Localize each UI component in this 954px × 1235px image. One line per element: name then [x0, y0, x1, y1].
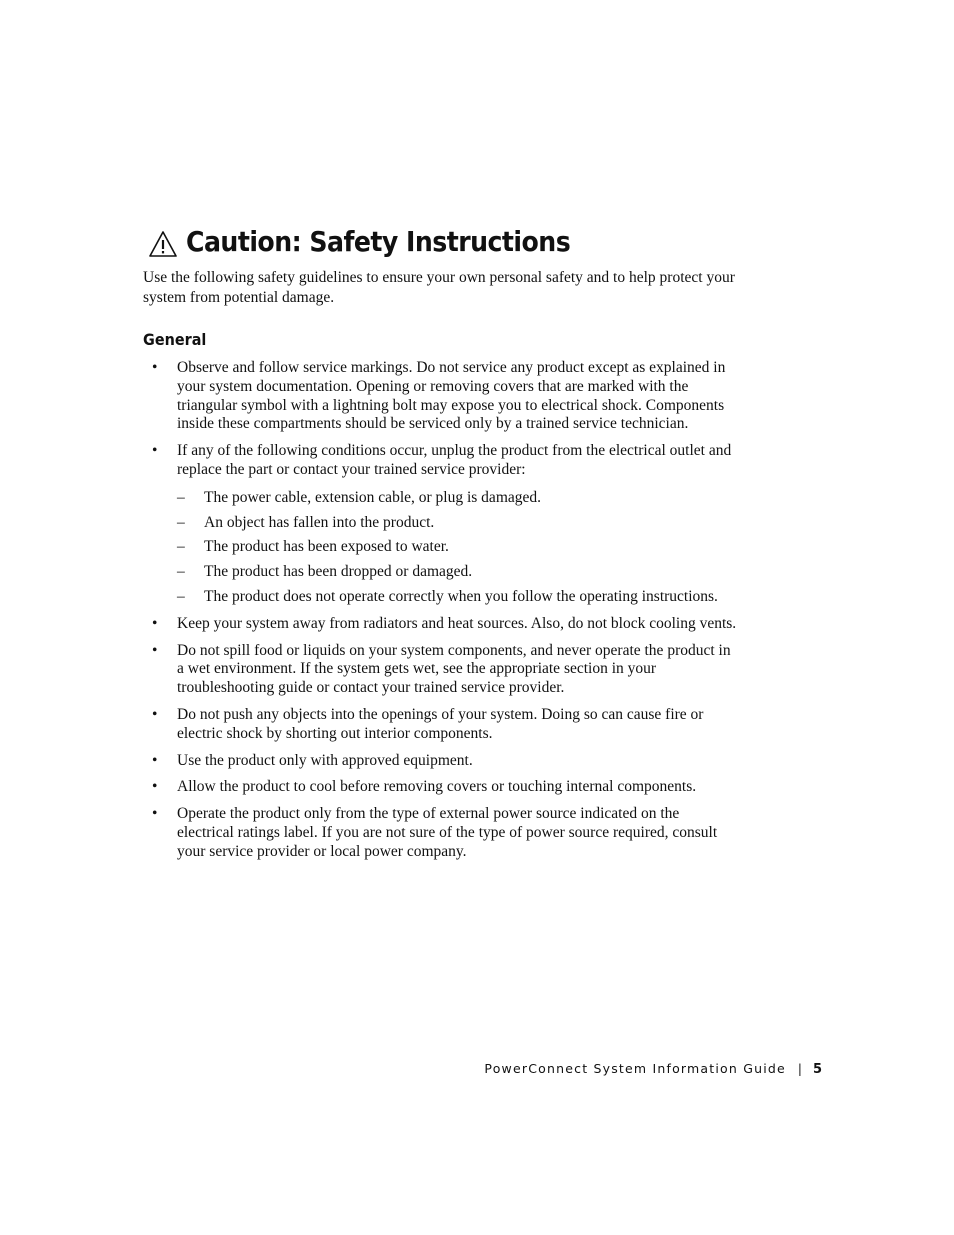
bullet-text: Observe and follow service markings. Do not service any product except as explained in your system documentation. Opening or removing covers that are marked with the triangular symbol with a lightning bolt may expose you to electrical shock. Components inside these compartments should be serviced only by a trained service technician. [177, 359, 726, 433]
list-item [177, 706, 737, 744]
page-title: Caution: Safety Instructions [186, 224, 571, 258]
sub-list-item: – The product has been dropped or damaged. [204, 563, 737, 582]
safety-bullet-list [177, 359, 737, 870]
bullet-text: Do not push any objects into the openings of your system. Doing so can cause fire or electric shock by shorting out interior components. [177, 705, 704, 742]
sub-list-item: – An object has fallen into the product. [204, 514, 737, 533]
page-heading [148, 224, 613, 258]
bullet-text: Keep your system away from radiators and heat sources. Also, do not block cooling vents. [177, 614, 737, 632]
warning-triangle-icon [148, 230, 178, 258]
footer-separator: | [797, 1062, 802, 1076]
list-item [177, 642, 737, 698]
list-item [177, 615, 737, 634]
page-footer [484, 1061, 822, 1077]
page-number: 5 [812, 1062, 822, 1077]
section-heading-general: General [143, 330, 207, 349]
bullet-text: Allow the product to cool before removing covers or touching internal components. [177, 778, 697, 796]
sub-list-item: – The product has been exposed to water. [204, 538, 737, 557]
list-item [177, 778, 737, 797]
sub-list-item: – The product does not operate correctly when you follow the operating instructions. [204, 588, 737, 607]
list-item [177, 805, 737, 861]
list-item [177, 442, 737, 607]
conditions-sub-list [177, 489, 737, 607]
intro-paragraph: Use the following safety guidelines to ensure your own personal safety and to help protect your system from potential damage. [143, 269, 735, 306]
bullet-text: If any of the following conditions occur, unplug the product from the electrical outlet and replace the part or contact your trained service provider: [177, 442, 732, 478]
bullet-text: Operate the product only from the type of external power source indicated on the electrical ratings label. If you are not sure of the type of power source required, consult your service provider or local power company. [177, 805, 718, 860]
bullet-text: Use the product only with approved equipment. [177, 751, 473, 769]
footer-guide-title: PowerConnect System Information Guide [484, 1061, 786, 1076]
list-item [177, 752, 737, 771]
bullet-text: Do not spill food or liquids on your system components, and never operate the product in a wet environment. If the system gets wet, see the appropriate section in your troubleshooting guide or contact your trained service provider. [177, 641, 731, 697]
sub-list-item: – The power cable, extension cable, or plug is damaged. [204, 489, 737, 508]
list-item [177, 359, 737, 434]
